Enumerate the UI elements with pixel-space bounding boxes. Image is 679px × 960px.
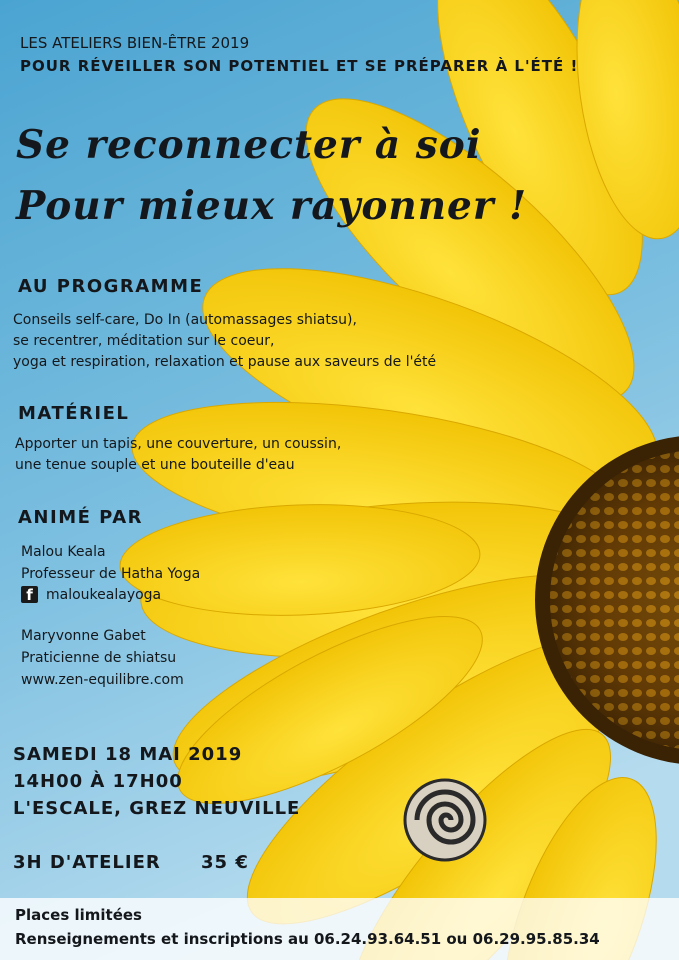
materiel-line: Apporter un tapis, une couverture, un coussin, — [15, 436, 342, 452]
materiel-heading: MATÉRIEL — [18, 403, 130, 424]
programme-line: Conseils self-care, Do In (automassages shiatsu), — [13, 312, 357, 328]
presenter-1-name: Malou Keala — [21, 544, 106, 560]
footer-bar — [0, 898, 679, 960]
event-subtitle: POUR RÉVEILLER SON POTENTIEL ET SE PRÉPARER À L'ÉTÉ ! — [20, 57, 579, 75]
presenter-2-name: Maryvonne Gabet — [21, 628, 146, 644]
footer-limited-places: Places limitées — [15, 906, 142, 924]
materiel-list — [15, 434, 341, 476]
presenter-1-role: Professeur de Hatha Yoga — [21, 566, 201, 582]
footer-contact: Renseignements et inscriptions au 06.24.93.64.51 ou 06.29.95.85.34 — [15, 930, 600, 948]
event-date: SAMEDI 18 MAI 2019 — [13, 744, 243, 765]
materiel-line: une tenue souple et une bouteille d'eau — [15, 457, 295, 473]
snail — [405, 780, 485, 860]
facebook-icon: f — [21, 586, 38, 603]
presenter-2-role: Praticienne de shiatsu — [21, 650, 177, 666]
facebook-handle[interactable]: maloukealayoga — [46, 587, 162, 603]
anime-par-heading: ANIMÉ PAR — [18, 507, 143, 528]
event-place: L'ESCALE, GREZ NEUVILLE — [13, 798, 301, 819]
event-time: 14H00 À 17H00 — [13, 771, 183, 792]
programme-line: yoga et respiration, relaxation et pause aux saveurs de l'été — [13, 354, 437, 370]
main-title-line-1: Se reconnecter à soi — [16, 122, 482, 168]
programme-heading: AU PROGRAMME — [18, 276, 204, 297]
programme-list — [13, 310, 436, 373]
event-price: 35 € — [201, 852, 249, 873]
presenter-2-website[interactable]: www.zen-equilibre.com — [21, 672, 184, 688]
event-series: LES ATELIERS BIEN-ÊTRE 2019 — [20, 34, 250, 52]
main-title-line-2: Pour mieux rayonner ! — [16, 183, 528, 229]
programme-line: se recentrer, méditation sur le coeur, — [13, 333, 275, 349]
event-duration: 3H D'ATELIER — [13, 852, 161, 873]
